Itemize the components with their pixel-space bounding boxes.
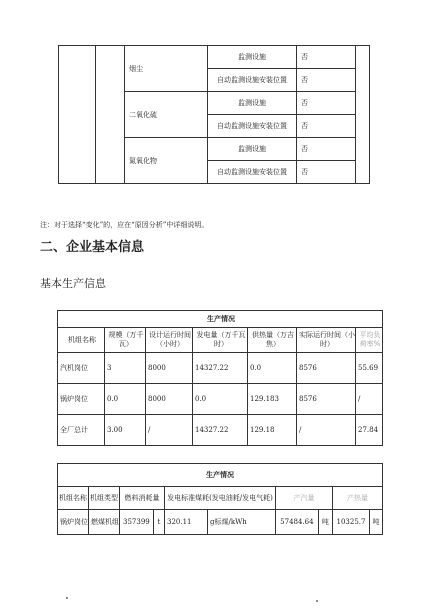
item-cell: 监测设施 <box>208 92 297 115</box>
value-cell: 否 <box>297 46 356 69</box>
table-cell: 55.69 <box>356 353 383 384</box>
blank-cell <box>59 46 96 184</box>
value-cell: 否 <box>297 115 356 138</box>
table-caption: 生产情况 <box>58 464 383 487</box>
table-cell: 汽机岗位 <box>58 353 105 384</box>
table-cell: 14327.22 <box>193 415 248 446</box>
table-cell: 0.0 <box>248 353 297 384</box>
table-row <box>58 510 383 535</box>
column-header: 规模（万千瓦） <box>105 328 146 353</box>
column-header: 机组类型 <box>89 487 120 510</box>
item-cell: 自动监测设施安装位置 <box>208 69 297 92</box>
column-header: 实际运行时间（小时） <box>297 328 356 353</box>
note-text: 注：对于选择“变化”的，应在“原因分析”中详细说明。 <box>40 221 209 229</box>
table-cell: 3 <box>105 353 146 384</box>
column-header: 产热量 <box>333 487 383 510</box>
table-cell: 14327.22 <box>193 353 248 384</box>
table-cell: 8576 <box>297 353 356 384</box>
scan-speck <box>66 597 68 599</box>
item-cell: 自动监测设施安装位置 <box>208 115 297 138</box>
blank-cell <box>96 46 125 184</box>
value-cell: 否 <box>297 161 356 184</box>
category-cell: 烟尘 <box>125 46 208 92</box>
table-row <box>58 384 383 415</box>
fuel-production-table <box>57 463 383 535</box>
table-row <box>58 415 383 446</box>
item-cell: 自动监测设施安装位置 <box>208 161 297 184</box>
table-cell: 8000 <box>146 353 193 384</box>
value-cell: 否 <box>297 138 356 161</box>
table-cell: 8000 <box>146 384 193 415</box>
production-table <box>57 310 383 446</box>
table-cell: 320.11 <box>165 510 208 535</box>
table-cell: / <box>297 415 356 446</box>
table-cell: / <box>146 415 193 446</box>
value-cell: 否 <box>297 69 356 92</box>
section-heading: 二、企业基本信息 <box>40 240 145 255</box>
table-cell: 0.0 <box>193 384 248 415</box>
table-row <box>58 353 383 384</box>
table-cell: / <box>356 384 383 415</box>
table-cell: 129.18 <box>248 415 297 446</box>
column-header: 产汽量 <box>276 487 333 510</box>
table-cell: 锅炉岗位 <box>58 510 89 535</box>
column-header: 机组名称 <box>58 328 105 353</box>
table-cell: 0.0 <box>105 384 146 415</box>
table-cell: 吨 <box>370 510 383 535</box>
table-cell: 10325.7 <box>333 510 370 535</box>
table-cell: 8576 <box>297 384 356 415</box>
table-cell: 27.84 <box>356 415 383 446</box>
blank-cell <box>356 46 370 184</box>
table-cell: 357399 <box>120 510 154 535</box>
table-cell: 全厂总计 <box>58 415 105 446</box>
item-cell: 监测设施 <box>208 138 297 161</box>
column-header: 供热量（万吉焦） <box>248 328 297 353</box>
category-cell: 氮氧化物 <box>125 138 208 184</box>
table-cell: 燃煤机组 <box>89 510 120 535</box>
value-cell: 否 <box>297 92 356 115</box>
column-header: 发电量（万千瓦时） <box>193 328 248 353</box>
category-cell: 二氧化硫 <box>125 92 208 138</box>
table-cell: 57484.64 <box>276 510 319 535</box>
column-header: 设计运行时间（小时） <box>146 328 193 353</box>
table-cell: 吨 <box>318 510 332 535</box>
item-cell: 监测设施 <box>208 46 297 69</box>
table-cell: t <box>153 510 164 535</box>
scan-speck <box>316 600 318 602</box>
table-cell: 129.183 <box>248 384 297 415</box>
column-header: 燃料消耗量 <box>120 487 165 510</box>
table-cell: 锅炉岗位 <box>58 384 105 415</box>
table-cell: 3.00 <box>105 415 146 446</box>
subheading: 基本生产信息 <box>40 277 106 290</box>
emission-monitoring-table <box>58 45 370 184</box>
column-header: 机组名称 <box>58 487 89 510</box>
column-header: 发电标准煤耗(发电油耗/发电气耗) <box>165 487 276 510</box>
table-cell: g标煤/kWh <box>208 510 276 535</box>
column-header: 平均负荷率% <box>356 328 383 353</box>
table-caption: 生产情况 <box>58 311 383 328</box>
